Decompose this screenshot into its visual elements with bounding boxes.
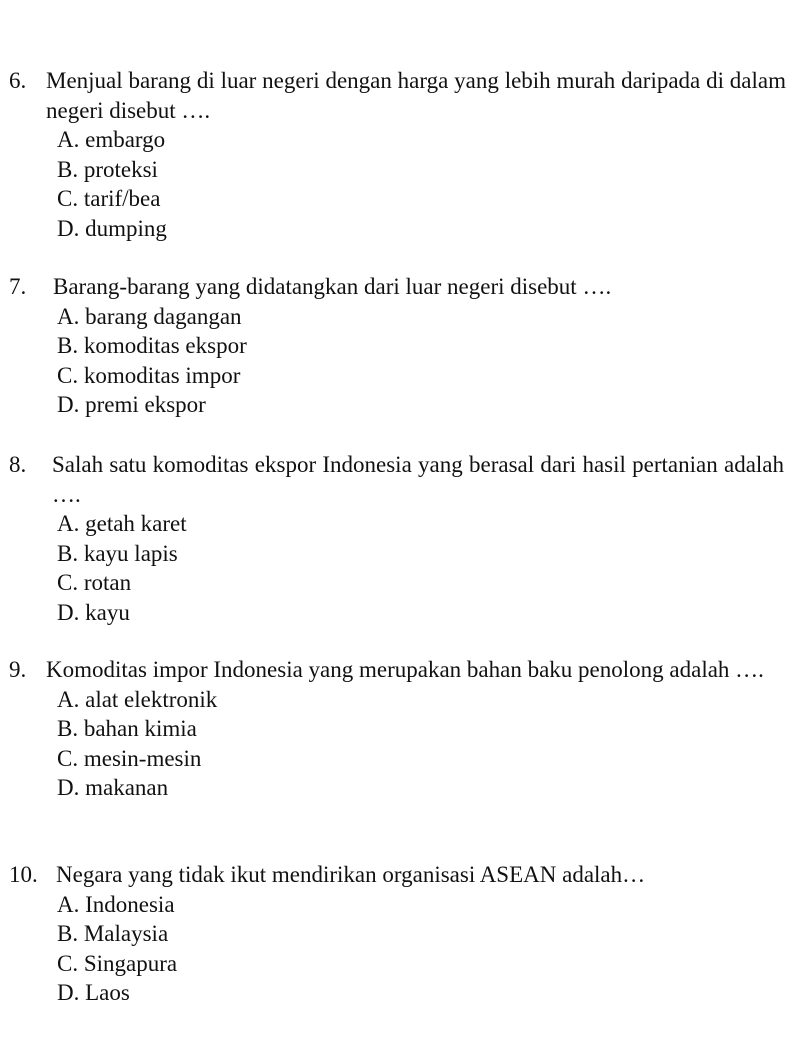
option-b[interactable]: B. proteksi xyxy=(57,156,158,182)
option-list xyxy=(57,125,804,243)
option-d[interactable]: D. dumping xyxy=(57,215,167,241)
question-text: Menjual barang di luar negeri dengan harga yang lebih murah daripada di dalam negeri disebut …. xyxy=(46,68,786,123)
question-text: Salah satu komoditas ekspor Indonesia yang berasal dari hasil pertanian adalah …. xyxy=(52,452,784,507)
option-d[interactable]: D. premi ekspor xyxy=(57,392,206,417)
option-c[interactable]: C. Singapura xyxy=(57,950,178,976)
option-d[interactable]: D. makanan xyxy=(57,775,169,800)
question-6 xyxy=(0,66,804,243)
question-number: 10. xyxy=(9,862,38,887)
option-list xyxy=(57,890,804,1008)
option-d[interactable]: D. kayu xyxy=(57,599,130,625)
question-9 xyxy=(0,655,804,803)
option-list xyxy=(57,685,804,803)
question-text: Barang-barang yang didatangkan dari luar negeri disebut …. xyxy=(53,274,612,299)
question-stem xyxy=(0,655,804,685)
option-a[interactable]: A. embargo xyxy=(57,127,166,152)
option-b[interactable]: B. kayu lapis xyxy=(57,540,178,566)
question-number: 9. xyxy=(9,657,27,682)
question-stem xyxy=(0,272,804,302)
question-7 xyxy=(0,272,804,420)
question-text: Komoditas impor Indonesia yang merupakan bahan baku penolong adalah …. xyxy=(46,657,764,682)
question-10 xyxy=(0,860,804,1008)
question-number: 6. xyxy=(9,68,27,93)
question-text: Negara yang tidak ikut mendirikan organisasi ASEAN adalah… xyxy=(56,862,646,887)
option-c[interactable]: C. rotan xyxy=(57,570,132,595)
question-stem xyxy=(0,66,804,125)
option-c[interactable]: C. tarif/bea xyxy=(57,186,161,211)
option-b[interactable]: B. bahan kimia xyxy=(57,716,197,741)
option-list xyxy=(57,509,804,627)
option-a[interactable]: A. barang dagangan xyxy=(57,303,242,329)
question-number: 7. xyxy=(9,274,27,299)
option-b[interactable]: B. Malaysia xyxy=(57,921,169,946)
question-number: 8. xyxy=(9,452,27,477)
option-list xyxy=(57,302,804,420)
question-stem xyxy=(0,450,804,509)
option-c[interactable]: C. mesin-mesin xyxy=(57,745,202,771)
option-c[interactable]: C. komoditas impor xyxy=(57,362,241,388)
option-b[interactable]: B. komoditas ekspor xyxy=(57,333,247,358)
question-stem xyxy=(0,860,804,890)
question-8 xyxy=(0,450,804,627)
option-a[interactable]: A. getah karet xyxy=(57,511,187,536)
option-a[interactable]: A. Indonesia xyxy=(57,891,175,917)
option-d[interactable]: D. Laos xyxy=(57,980,130,1005)
option-a[interactable]: A. alat elektronik xyxy=(57,686,218,712)
